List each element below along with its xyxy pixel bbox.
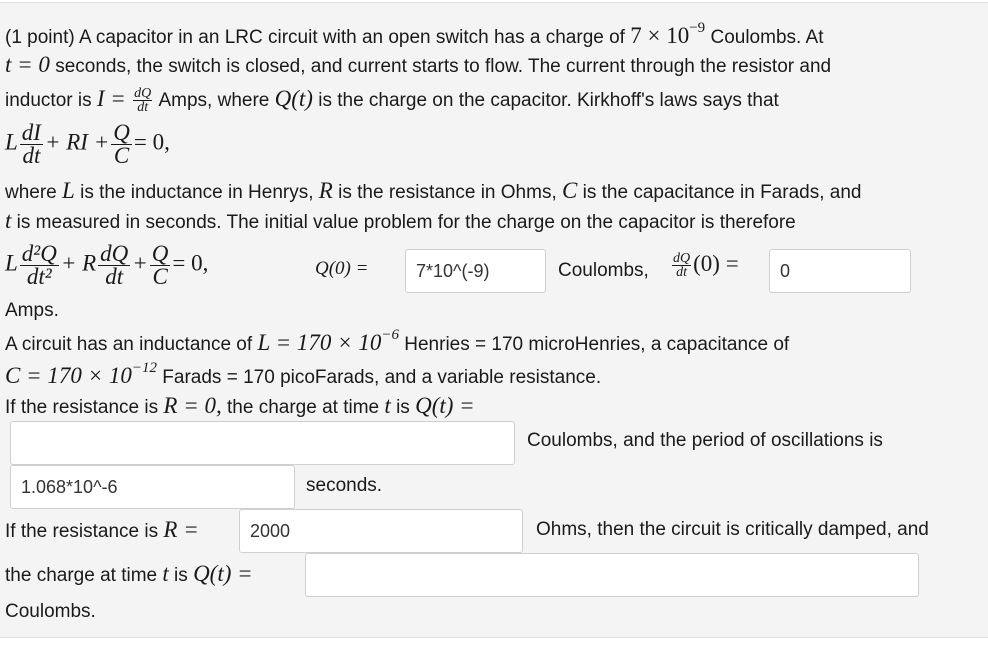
math-Qt: Q(t) [274, 86, 313, 111]
fraction-dq-dt: $\frac{dQ}{dt}$ [134, 86, 152, 116]
line-2 [5, 53, 831, 79]
math-plus-R: + R [60, 250, 97, 276]
q-undamped-input[interactable] [10, 421, 515, 465]
r0-line [5, 394, 475, 420]
math-t0: t = 0 [5, 52, 50, 77]
math-R: R [318, 178, 333, 203]
fraction-Q-C: $\frac{Q}{C}$ [151, 241, 169, 289]
critical-line [5, 518, 199, 544]
fraction-Q-C: $\frac{Q}{C}$ [113, 120, 130, 168]
math-plus: + [132, 250, 148, 276]
critical-q-line [5, 562, 253, 588]
math-Qt: Q(t) = [415, 393, 475, 418]
line-1 [5, 20, 824, 50]
seconds-label: seconds. [306, 475, 383, 496]
text: Farads = 170 picoFarads, and a variable resistance. [162, 367, 602, 388]
text: Coulombs. At [710, 27, 824, 48]
problem-panel [0, 2, 988, 638]
text: is the inductance in Henrys, [80, 182, 314, 203]
fraction-dQ-dt: $\frac{dQ}{dt}$ [100, 241, 129, 289]
line-5 [5, 179, 861, 205]
text: is the resistance in Ohms, [338, 182, 557, 203]
math-eq-zero: = 0, [172, 250, 209, 276]
q0-input[interactable]: 7*10^(-9) [405, 249, 546, 293]
coulombs-label: Coulombs, [558, 260, 649, 281]
text: Henries = 170 microHenries, a capacitance of [404, 334, 790, 355]
math-L: L [5, 129, 18, 155]
text: inductor is [5, 90, 92, 111]
circuit-line-2 [5, 360, 602, 390]
period-label: Coulombs, and the period of oscillations is [527, 430, 883, 451]
text: Amps, where [158, 90, 270, 111]
text: A circuit has an inductance of [5, 334, 253, 355]
fraction-dq-dt: $\frac{dQ}{dt}$ [673, 251, 691, 281]
math-t: t [384, 393, 391, 418]
period-input[interactable]: 1.068*10^-6 [10, 465, 295, 509]
critically-damped-label: Ohms, then the circuit is critically damped, and [536, 519, 929, 540]
text: the charge at time [5, 565, 158, 586]
math-R0: R = 0, [163, 393, 222, 418]
text: is [396, 397, 410, 418]
dq0-math [670, 252, 739, 279]
math-L: L [62, 178, 75, 203]
text: A capacitor in an LRC circuit with an open switch has a charge of [78, 27, 625, 48]
fraction-d2Q-dt2: $\frac{\text{d²Q}}{\text{dt²}}$ [21, 241, 57, 289]
dq0-input[interactable]: 0 [769, 249, 911, 293]
text: If the resistance is [5, 521, 159, 542]
text: where [5, 182, 57, 203]
final-coulombs-label: Coulombs. [5, 601, 96, 622]
line-6 [5, 209, 796, 235]
text: seconds, the switch is closed, and current starts to flow. The current through the resistor and [55, 56, 832, 77]
math-L-value: $L = 170 \times 10^{-6}$ [257, 327, 399, 355]
fraction-dI-dt: $\frac{dI}{dt}$ [21, 120, 41, 168]
ivp-equation [5, 243, 208, 288]
math-Q0: Q(0) = [315, 258, 369, 279]
math-dq0: (0) = [693, 251, 739, 276]
text: is measured in seconds. The initial value problem for the charge on the capacitor is therefore [16, 212, 796, 233]
points-label: (1 point) [5, 27, 75, 48]
amps-label: Amps. [5, 300, 59, 321]
text: If the resistance is [5, 397, 159, 418]
kirchhoff-equation [5, 122, 170, 167]
math-R: R = [163, 517, 199, 542]
text: is the charge on the capacitor. Kirkhoff's laws says that [318, 90, 779, 111]
line-3 [5, 87, 779, 114]
math-eq-zero: = 0, [133, 129, 170, 155]
math-t: t [5, 208, 12, 233]
text: is the capacitance in Farads, and [582, 182, 862, 203]
circuit-line-1 [5, 327, 790, 357]
math-charge: $7 \times 10^{-9}$ [630, 20, 706, 48]
math-I: I = [96, 86, 126, 111]
math-L: L [5, 250, 18, 276]
math-t: t [162, 561, 169, 586]
math-C: C [562, 178, 578, 203]
math-C-value: $C = 170 \times 10^{-12}$ [5, 360, 158, 388]
math-plus-RI: + RI + [44, 129, 110, 155]
q-critical-input[interactable] [305, 553, 919, 597]
text: the charge at time [227, 397, 380, 418]
text: is [174, 565, 188, 586]
resistance-input[interactable]: 2000 [239, 509, 523, 553]
math-Qt: Q(t) = [193, 561, 253, 586]
